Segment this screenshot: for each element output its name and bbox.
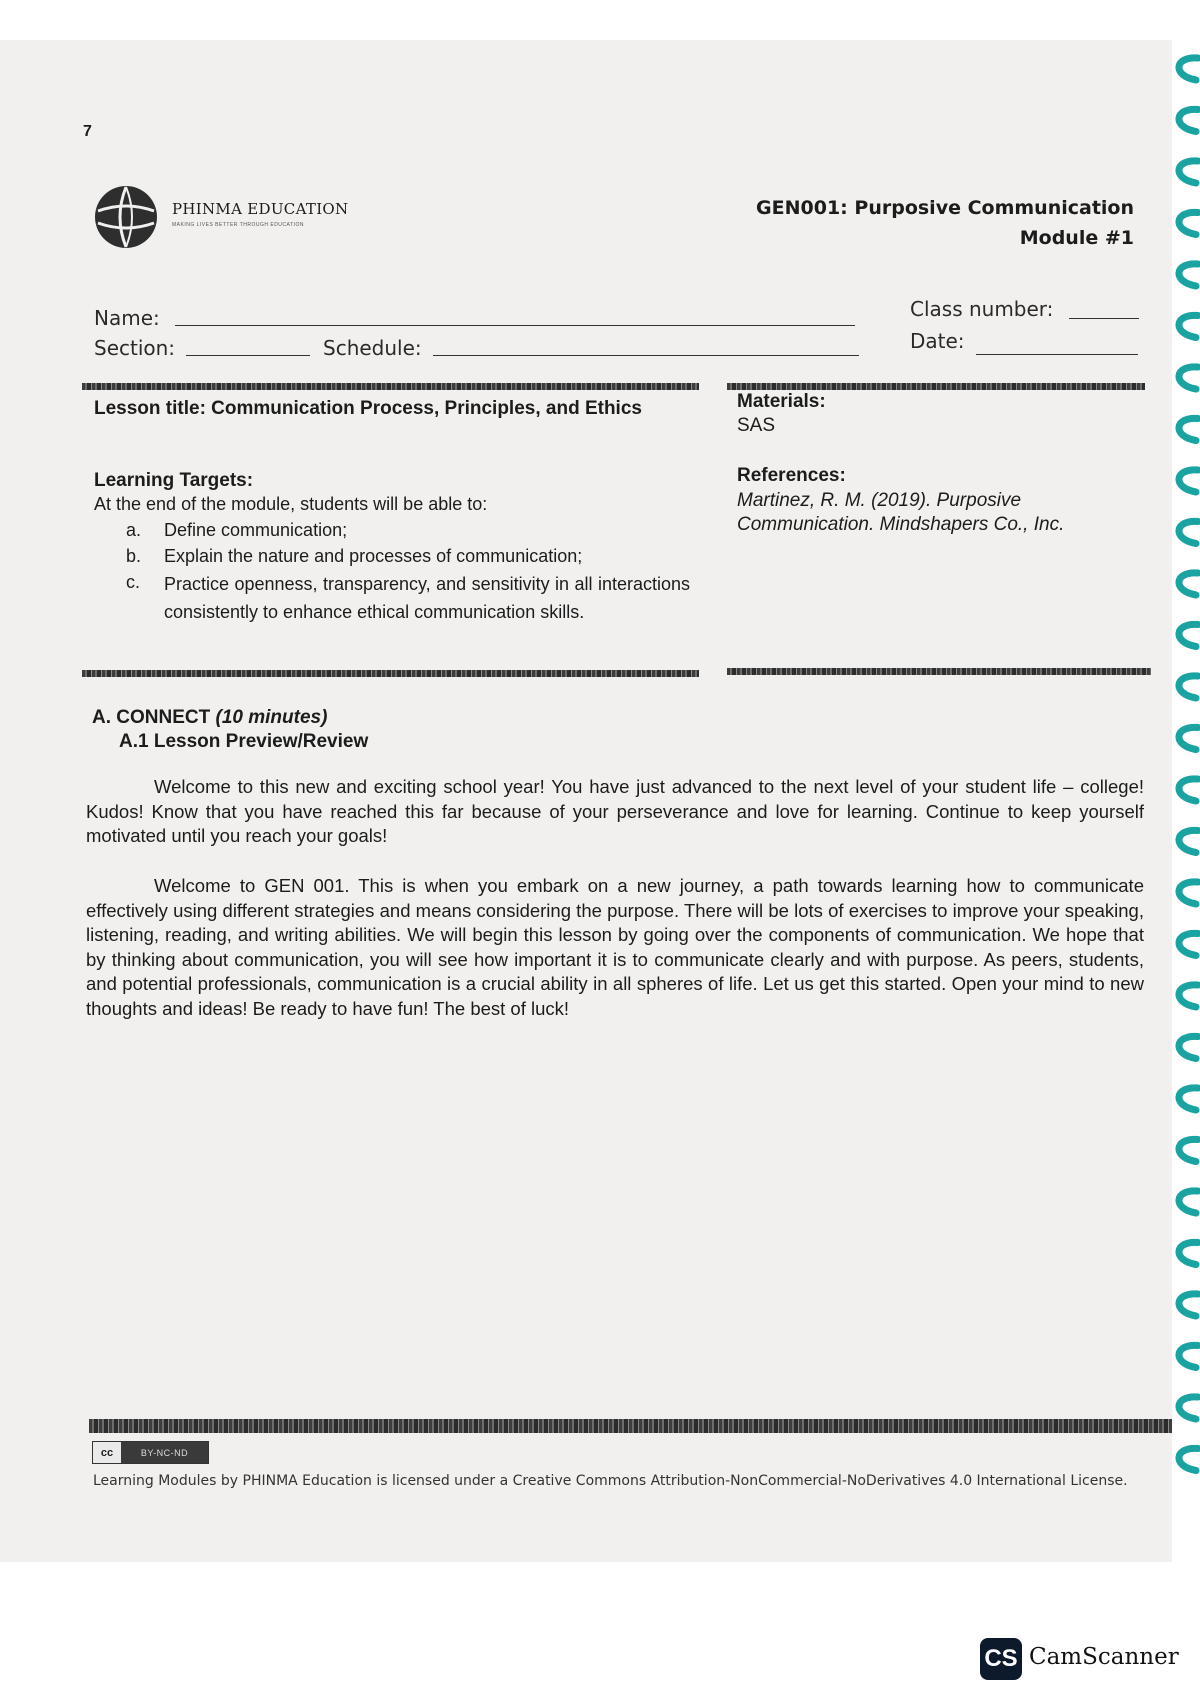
- coil-loop: [1179, 58, 1198, 80]
- learning-targets-heading: Learning Targets:: [94, 470, 254, 491]
- coil-loop: [1179, 315, 1198, 337]
- coil-loop: [1179, 1294, 1198, 1316]
- course-header: [756, 193, 1134, 253]
- gen001-paragraph: Welcome to GEN 001. This is when you embark on a new journey, a path towards learning how to communicate effectively using different strategies and means considering the purpose. There will be lots of exercises to improve your speaking, listening, reading, and writing abilities. We will begin this lesson by going over the components of communication. We hope that by thinking about communication, you will see how important it is to communicate clearly and with purpose. As peers, students, and potential professionals, communication is a crucial ability in all spheres of life. Let us get this started. Open your mind to new thoughts and ideas! Be ready to have fun! The best of luck!: [86, 875, 1144, 1019]
- coil-loop: [1179, 470, 1198, 492]
- coil-loop: [1179, 109, 1198, 131]
- divider-top-right: [727, 383, 1145, 390]
- section-label: Section:: [94, 336, 176, 360]
- list-item-letter: b.: [126, 546, 142, 566]
- class-number-field[interactable]: [1069, 318, 1139, 319]
- spiral-binding: [1168, 40, 1200, 1560]
- coil-loop: [1179, 521, 1198, 543]
- coil-loop: [1179, 1397, 1198, 1419]
- coil-loop: [1179, 1088, 1198, 1110]
- coil-loop: [1179, 830, 1198, 852]
- cc-terms: BY-NC-ND: [140, 1447, 189, 1458]
- section-a1-heading: A.1 Lesson Preview/Review: [119, 731, 369, 752]
- divider-bottom-right: [727, 668, 1151, 675]
- footer-divider: [89, 1419, 1172, 1433]
- course-title: GEN001: Purposive Communication: [756, 197, 1134, 219]
- list-item-text: Practice openness, transparency, and sensitivity in all interactions consistently to enhance ethical communication skills.: [164, 574, 690, 622]
- list-item-letter: c.: [126, 572, 141, 592]
- creative-commons-badge: [92, 1441, 209, 1464]
- coil-loop: [1179, 676, 1198, 698]
- lesson-title: Lesson title: Communication Process, Principles, and Ethics: [94, 398, 642, 419]
- list-item-letter: a.: [126, 520, 142, 540]
- class-number-label: Class number:: [910, 297, 1054, 321]
- camscanner-brand: CamScanner: [1029, 1644, 1179, 1670]
- name-field[interactable]: [175, 325, 855, 326]
- name-label: Name:: [94, 306, 160, 330]
- schedule-field[interactable]: [433, 355, 859, 356]
- coil-loop: [1179, 1139, 1198, 1161]
- coil-loop: [1179, 985, 1198, 1007]
- phinma-globe-logo: [92, 183, 160, 251]
- coil-loop: [1179, 418, 1198, 440]
- divider-top-left: [82, 383, 699, 390]
- license-text: Learning Modules by PHINMA Education is licensed under a Creative Commons Attribution-NonCommercial-NoDerivatives 4.0 International License.: [93, 1473, 1128, 1489]
- coil-loop: [1179, 1448, 1198, 1470]
- section-a-heading: [92, 707, 327, 729]
- coil-loop: [1179, 161, 1198, 183]
- learning-targets-list: [126, 518, 690, 627]
- coil-loop: [1179, 1345, 1198, 1367]
- schedule-label: Schedule:: [323, 336, 422, 360]
- references-value: Martinez, R. M. (2019). Purposive Communication. Mindshapers Co., Inc.: [737, 490, 1065, 535]
- section-field[interactable]: [186, 355, 310, 356]
- welcome-paragraph: Welcome to this new and exciting school year! You have just advanced to the next level of your student life – college! Kudos! Know that you have reached this far because of your perseverance and love for learning. Continue to keep yourself motivated until you reach your goals!: [86, 776, 1144, 847]
- coil-loop: [1179, 212, 1198, 234]
- materials-value: SAS: [737, 415, 776, 436]
- camscanner-icon: CS: [980, 1638, 1022, 1680]
- coil-loop: [1179, 367, 1198, 389]
- coil-loop: [1179, 624, 1198, 646]
- date-label: Date:: [910, 329, 965, 353]
- coil-loop: [1179, 573, 1198, 595]
- list-item: [126, 570, 690, 626]
- coil-loop: [1179, 882, 1198, 904]
- materials-heading: Materials:: [737, 391, 826, 412]
- coil-loop: [1179, 727, 1198, 749]
- coil-loop: [1179, 1036, 1198, 1058]
- cc-icon: cc: [93, 1442, 121, 1463]
- coil-loop: [1179, 933, 1198, 955]
- logo-name: PHINMA EDUCATION: [172, 200, 349, 218]
- list-item: [126, 518, 690, 543]
- section-a-duration: (10 minutes): [215, 707, 328, 728]
- section-a-title: A. CONNECT: [92, 707, 211, 728]
- coil-loop: [1179, 264, 1198, 286]
- date-field[interactable]: [976, 354, 1138, 355]
- coil-loop: [1179, 779, 1198, 801]
- coil-loop: [1179, 1191, 1198, 1213]
- list-item-text: Define communication;: [164, 520, 348, 540]
- module-number: Module #1: [1019, 227, 1134, 249]
- references-heading: References:: [737, 465, 846, 486]
- coil-loop: [1179, 1242, 1198, 1264]
- logo-tagline: MAKING LIVES BETTER THROUGH EDUCATION: [172, 222, 304, 228]
- divider-bottom-left: [82, 670, 699, 677]
- learning-targets-intro: At the end of the module, students will be able to:: [94, 494, 488, 514]
- list-item: [126, 544, 690, 569]
- list-item-text: Explain the nature and processes of communication;: [164, 546, 583, 566]
- page-number: 7: [83, 123, 92, 140]
